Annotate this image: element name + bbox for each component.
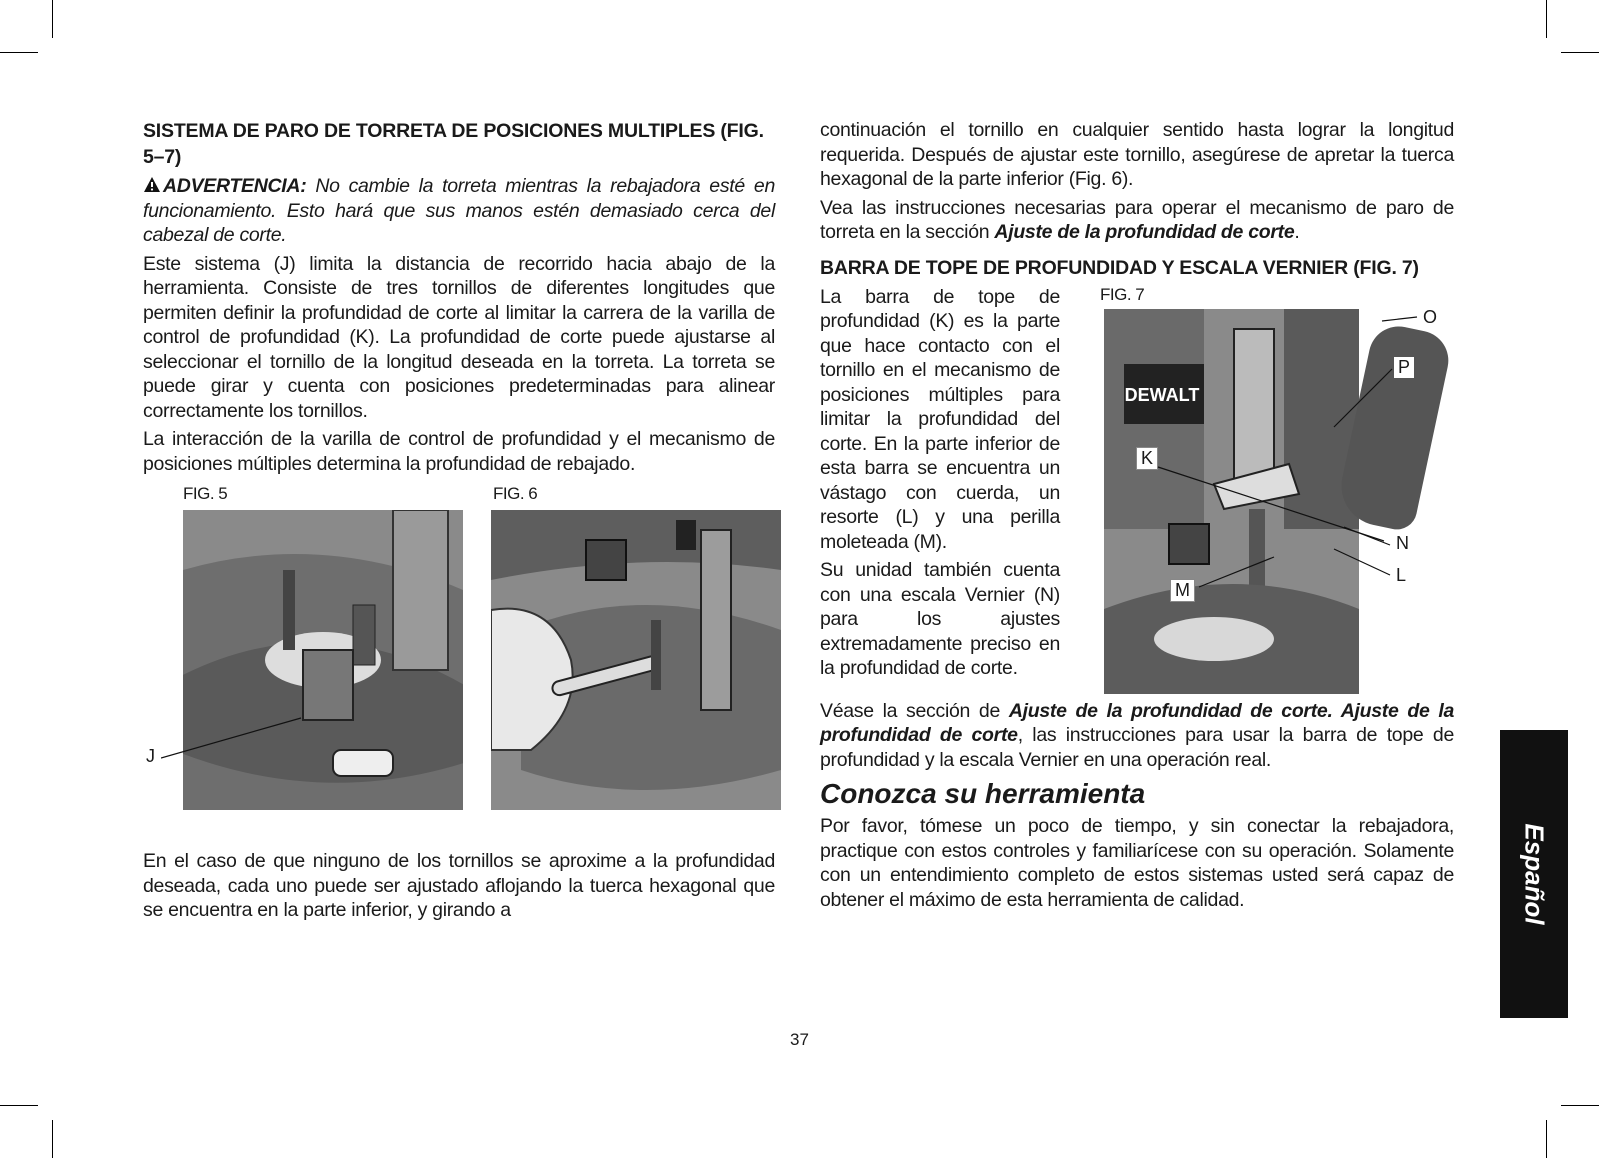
fig7-callout-l: L xyxy=(1392,565,1410,586)
paragraph: Este sistema (J) limita la distancia de recorrido hacia abajo de la herramienta. Consiste de tres tornillos de diferentes longitudes que permiten definir la profundidad de corte al limitar la carrera de la varilla de control de profundidad (K). La profundidad de corte puede ajustarse al seleccionar el tornillo de la longitud deseada en la torreta. La torreta se puede girar y cuenta con posiciones predeterminadas para alinear correctamente los tornillos. xyxy=(143,252,775,422)
crop-mark xyxy=(1546,1120,1547,1158)
fig6-label: FIG. 6 xyxy=(493,484,538,503)
fig7-label: FIG. 7 xyxy=(1100,284,1145,304)
paragraph: La interacción de la varilla de control de profundidad y el mecanismo de posiciones múltiples determina la profundidad de rebajado. xyxy=(143,428,775,475)
text-run: Vea las instrucciones necesarias para operar el mecanismo de paro de torreta en la sección xyxy=(820,196,1454,243)
paragraph: En el caso de que ninguno de los tornillos se aproxime a la profundidad deseada, cada uno puede ser ajustado aflojando la tuerca hexagonal que se encuentra en la parte inferior, y girando a xyxy=(143,850,775,921)
text-run: Véase la sección de xyxy=(820,699,1009,722)
paragraph xyxy=(820,196,1454,245)
warning-paragraph xyxy=(143,174,775,248)
fig7-callout-k: K xyxy=(1136,447,1158,470)
bold-reference: Ajuste de la profundidad de corte xyxy=(994,221,1295,243)
page-number: 37 xyxy=(790,1030,809,1049)
figure-row xyxy=(143,484,775,839)
crop-mark xyxy=(1546,0,1547,38)
left-column xyxy=(143,118,775,927)
language-tab xyxy=(1500,730,1568,1018)
warning-icon xyxy=(143,176,161,193)
fig7-callout-m: M xyxy=(1170,579,1195,602)
fig7-callout-p: P xyxy=(1394,357,1414,378)
bold-reference: Ajuste de la profundidad de corte. Ajuste de la profundidad de corte xyxy=(820,699,1454,746)
paragraph: Por favor, tómese un poco de tiempo, y sin conectar la rebajadora, practique con estos controles y familiarícese con su operación. Solamente con un entendimiento completo de estos sistemas usted será capaz de obtener el máximo de esta herramienta de calidad. xyxy=(820,815,1454,911)
section-heading-turret: SISTEMA DE PARO DE TORRETA DE POSICIONES MULTIPLES (FIG. 5–7) xyxy=(143,120,764,168)
paragraph xyxy=(820,699,1454,773)
callout-line xyxy=(161,710,311,770)
crop-mark xyxy=(52,0,53,38)
paragraph: continuación el tornillo en cualquier sentido hasta lograr la longitud requerida. Después de ajustar este tornillo, asegúrese de apretar la tuerca hexagonal de la parte inferior (Fig. 6). xyxy=(820,119,1454,190)
fig7-brand: DEWALT xyxy=(1124,384,1200,405)
crop-mark xyxy=(1561,52,1599,53)
crop-mark xyxy=(0,1105,38,1106)
crop-mark xyxy=(52,1120,53,1158)
fig5-callout-j: J xyxy=(146,746,155,766)
wrench-image xyxy=(491,510,781,810)
fig7-callout-o: O xyxy=(1419,307,1441,328)
text-run: . xyxy=(1294,221,1300,243)
section-heading-depth-bar: BARRA DE TOPE DE PROFUNDIDAD Y ESCALA VERNIER (FIG. 7) xyxy=(820,256,1419,279)
warning-text: No cambie la torreta mientras la rebajadora esté en funcionamiento. Esto hará que sus manos estén demasiado cerca del cabezal de corte. xyxy=(143,175,775,246)
crop-mark xyxy=(1561,1105,1599,1106)
fig7-callout-n: N xyxy=(1392,533,1413,554)
crop-mark xyxy=(0,52,38,53)
fig7-callout-lines xyxy=(1084,284,1454,699)
warning-label: ADVERTENCIA: xyxy=(163,175,307,197)
right-column xyxy=(820,118,1454,916)
paragraph: Su unidad también cuenta con una escala Vernier (N) para los ajustes extremadamente preciso en la profundidad de corte. xyxy=(820,559,1060,679)
fig5-label: FIG. 5 xyxy=(183,484,228,503)
paragraph: La barra de tope de profundidad (K) es la parte que hace contacto con el tornillo en el mecanismo de posiciones múltiples para limitar la profundidad del corte. En la parte inferior de esta barra se encuentra un vástago con cuerda, un resorte (L) y una perilla moleteada (M). xyxy=(820,285,1060,553)
fig6-illustration xyxy=(491,510,781,810)
text-run: , las instrucciones para usar la barra de tope de profundidad y la escala Vernier en una operación real. xyxy=(820,724,1454,771)
section-title: Conozca su herramienta xyxy=(820,778,1146,809)
language-tab-label: Español xyxy=(1519,823,1550,925)
fig7-container xyxy=(1084,284,1454,699)
